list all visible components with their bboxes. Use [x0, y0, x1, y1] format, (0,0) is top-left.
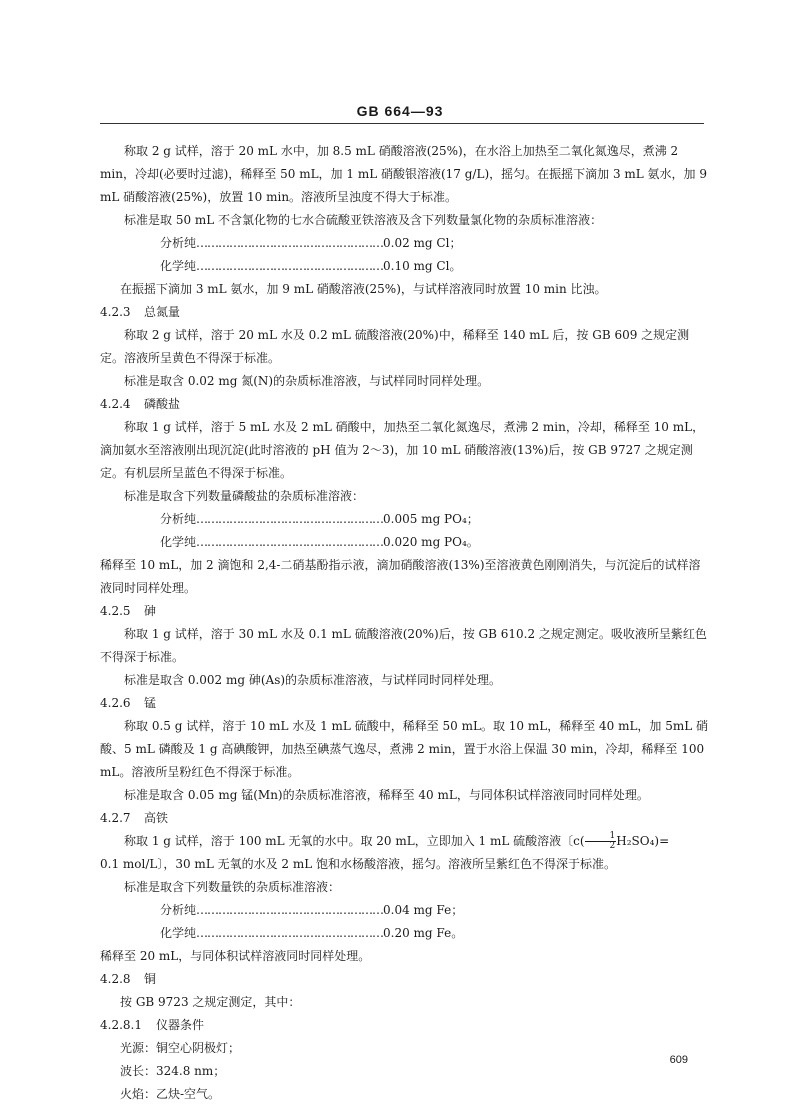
paragraph: 标准是取含下列数量磷酸盐的杂质标准溶液：	[124, 489, 365, 503]
page-number: 609	[669, 1054, 688, 1066]
paragraph: 称取 2 g 试样，溶于 20 mL 水中，加 8.5 mL 硝酸溶液(25%)，在水浴上加热至二氧化氮逸尽，煮沸 2 min，冷却(必要时过滤)，稀释至 50 mL，加 1 mL 硝酸银溶液(17 g/L)，摇匀。在振摇下滴加 3 mL 氨水，加 9 mL 硝酸溶液(25%)，放置 10 min。溶液所呈浊度不得大于标准。	[100, 144, 707, 204]
instrument-condition-item: 火焰：乙炔-空气。	[120, 1087, 221, 1101]
paragraph: 0.1 mol/L〕，30 mL 无氧的水及 2 mL 饱和水杨酸溶液，摇匀。溶液所呈紫红色不得深于标准。	[100, 857, 617, 871]
fraction-one-half: $\frac{1}{2}$	[585, 832, 617, 851]
grade-line-chemical: 化学纯……………………………………………0.020 mg PO₄。	[160, 535, 479, 549]
section-heading-4-2-4: 4.2.4 磷酸盐	[100, 397, 181, 411]
instrument-condition-item: 波长：324.8 nm；	[120, 1064, 226, 1078]
paragraph-with-fraction: 称取 1 g 试样，溶于 100 mL 无氧的水中。取 20 mL，立即加入 1 mL 硫酸溶液〔c( $\frac{1}{2}$ H₂SO₄)=	[124, 831, 670, 851]
paragraph: 标准是取含 0.02 mg 氮(N)的杂质标准溶液，与试样同时同样处理。	[124, 374, 490, 388]
paragraph: 称取 1 g 试样，溶于 30 mL 水及 0.1 mL 硫酸溶液(20%)后，按 GB 610.2 之规定测定。吸收液所呈紫红色不得深于标准。	[100, 627, 707, 664]
paragraph: 标准是取 50 mL 不含氯化物的七水合硫酸亚铁溶液及含下列数量氯化物的杂质标准溶液：	[124, 213, 603, 227]
page-header-title: GB 664—93	[356, 103, 444, 119]
paragraph: 称取 0.5 g 试样，溶于 10 mL 水及 1 mL 硫酸中，稀释至 50 mL。取 10 mL，稀释至 40 mL，加 5mL 硝酸、5 mL 磷酸及 1 g 高碘酸钾，加热至碘蒸气逸尽，煮沸 2 min，置于水浴上保温 30 min，冷却，稀释至 100 mL。溶液所呈粉红色不得深于标准。	[100, 719, 709, 779]
instrument-condition-item: 光源：铜空心阴极灯；	[120, 1041, 241, 1055]
paragraph: 在振摇下滴加 3 mL 氨水，加 9 mL 硝酸溶液(25%)，与试样溶液同时放置 10 min 比浊。	[120, 282, 607, 296]
paragraph: 稀释至 10 mL，加 2 滴饱和 2,4-二硝基酚指示液，滴加硝酸溶液(13%)至溶液黄色刚刚消失，与沉淀后的试样溶液同时同样处理。	[100, 558, 701, 595]
paragraph: 标准是取含 0.002 mg 砷(As)的杂质标准溶液，与试样同时同样处理。	[124, 673, 502, 687]
paragraph: 称取 2 g 试样，溶于 20 mL 水及 0.2 mL 硫酸溶液(20%)中，稀释至 140 mL 后，按 GB 609 之规定测定。溶液所呈黄色不得深于标准。	[100, 328, 690, 365]
grade-line-analytical: 分析纯……………………………………………0.02 mg Cl；	[160, 236, 462, 250]
grade-line-analytical: 分析纯……………………………………………0.005 mg PO₄；	[160, 512, 479, 526]
section-heading-4-2-6: 4.2.6 锰	[100, 696, 157, 710]
grade-line-chemical: 化学纯……………………………………………0.20 mg Fe。	[160, 926, 464, 940]
section-heading-4-2-7: 4.2.7 高铁	[100, 811, 169, 825]
section-heading-4-2-8-1: 4.2.8.1 仪器条件	[100, 1018, 205, 1032]
section-heading-4-2-3: 4.2.3 总氮量	[100, 305, 181, 319]
paragraph: 称取 1 g 试样，溶于 5 mL 水及 2 mL 硝酸中，加热至二氧化氮逸尽，煮沸 2 min，冷却，稀释至 10 mL，滴加氨水至溶液刚出现沉淀(此时溶液的 pH 值为 2～3)，加 10 mL 硝酸溶液(13%)后，按 GB 9727 之规定测定。有机层所呈蓝色不得深于标准。	[100, 420, 705, 480]
grade-line-analytical: 分析纯……………………………………………0.04 mg Fe；	[160, 903, 464, 917]
paragraph: 标准是取含 0.05 mg 锰(Mn)的杂质标准溶液，稀释至 40 mL，与同体积试样溶液同时同样处理。	[124, 788, 649, 802]
section-heading-4-2-8: 4.2.8 铜	[100, 972, 157, 986]
grade-line-chemical: 化学纯……………………………………………0.10 mg Cl。	[160, 259, 462, 273]
section-heading-4-2-5: 4.2.5 砷	[100, 604, 157, 618]
paragraph: 标准是取含下列数量铁的杂质标准溶液：	[124, 880, 341, 894]
paragraph: 稀释至 20 mL，与同体积试样溶液同时同样处理。	[100, 949, 371, 963]
header-rule	[100, 123, 704, 124]
document-body	[100, 140, 710, 1106]
paragraph: 按 GB 9723 之规定测定，其中：	[120, 995, 301, 1009]
